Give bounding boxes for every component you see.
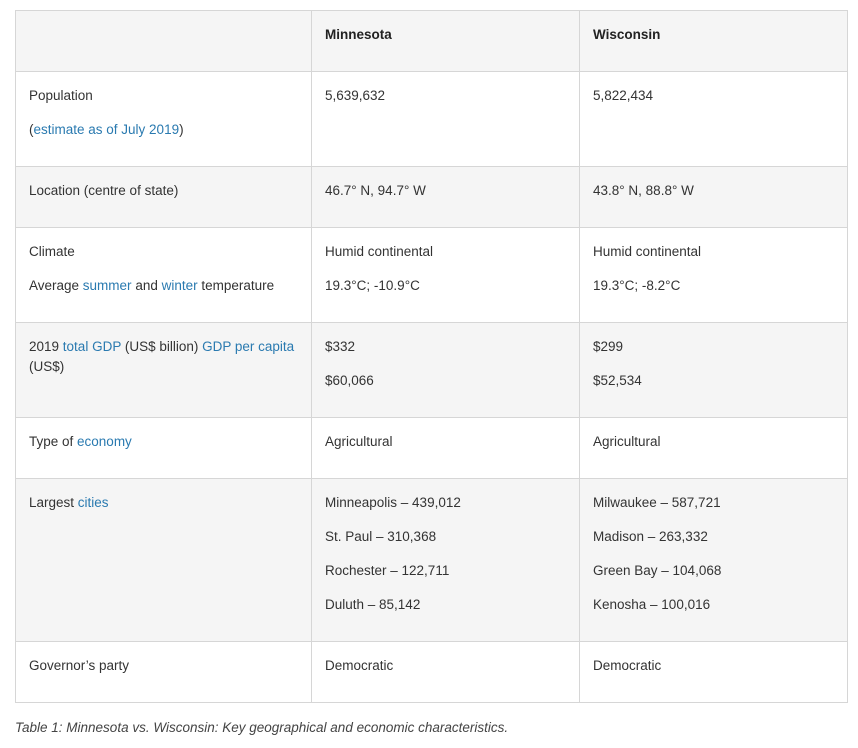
cell-wisconsin-climate: Humid continental 19.3°C; -8.2°C	[580, 228, 848, 323]
table-caption: Table 1: Minnesota vs. Wisconsin: Key geographical and economic characteristics.	[15, 720, 509, 735]
list-item: Rochester – 122,711	[325, 563, 450, 578]
row-label-governor: Governor’s party	[16, 642, 312, 703]
cell-wisconsin-location: 43.8° N, 88.8° W	[580, 167, 848, 228]
header-cell-minnesota: Minnesota	[312, 11, 580, 72]
table-row-location	[16, 167, 848, 228]
table-row-gdp	[16, 323, 848, 418]
cell-minnesota-climate: Humid continental 19.3°C; -10.9°C	[312, 228, 580, 323]
comparison-table-wrapper	[15, 10, 847, 703]
comparison-table	[15, 10, 848, 703]
total-gdp-link[interactable]: total GDP	[62, 339, 122, 354]
list-item: Minneapolis – 439,012	[325, 495, 461, 510]
gdp-per-capita-link[interactable]: GDP per capita	[202, 339, 295, 354]
table-row-climate	[16, 228, 848, 323]
row-label-economy: Type of economy	[16, 418, 312, 479]
winter-link[interactable]: winter	[161, 278, 198, 293]
cell-minnesota-cities	[312, 479, 580, 642]
cell-minnesota-population: 5,639,632	[312, 72, 580, 167]
header-cell-empty	[16, 11, 312, 72]
list-item: Kenosha – 100,016	[593, 597, 711, 612]
cell-minnesota-location: 46.7° N, 94.7° W	[312, 167, 580, 228]
cell-wisconsin-economy: Agricultural	[580, 418, 848, 479]
table-header-row	[16, 11, 848, 72]
cell-wisconsin-governor: Democratic	[580, 642, 848, 703]
list-item: St. Paul – 310,368	[325, 529, 437, 544]
climate-note: Average summer and winter temperature	[29, 278, 275, 293]
cell-minnesota-gdp: $332 $60,066	[312, 323, 580, 418]
row-label-climate: Climate Average summer and winter temperature	[16, 228, 312, 323]
cell-minnesota-economy: Agricultural	[312, 418, 580, 479]
cities-link[interactable]: cities	[77, 495, 109, 510]
list-item: Madison – 263,332	[593, 529, 708, 544]
row-label-location: Location (centre of state)	[16, 167, 312, 228]
economy-link[interactable]: economy	[77, 434, 132, 449]
estimate-link[interactable]: estimate as of July 2019	[33, 122, 180, 137]
table-row-governor	[16, 642, 848, 703]
cell-wisconsin-cities	[580, 479, 848, 642]
row-label-gdp: 2019 total GDP (US$ billion) GDP per capita (US$)	[16, 323, 312, 418]
table-row-population	[16, 72, 848, 167]
population-note: (estimate as of July 2019)	[29, 122, 184, 137]
list-item: Milwaukee – 587,721	[593, 495, 721, 510]
cell-wisconsin-gdp: $299 $52,534	[580, 323, 848, 418]
list-item: Duluth – 85,142	[325, 597, 421, 612]
table-row-economy	[16, 418, 848, 479]
summer-link[interactable]: summer	[82, 278, 132, 293]
row-label-cities: Largest cities	[16, 479, 312, 642]
header-cell-wisconsin: Wisconsin	[580, 11, 848, 72]
cell-minnesota-governor: Democratic	[312, 642, 580, 703]
table-row-cities	[16, 479, 848, 642]
row-label-population: Population (estimate as of July 2019)	[16, 72, 312, 167]
list-item: Green Bay – 104,068	[593, 563, 722, 578]
cell-wisconsin-population: 5,822,434	[580, 72, 848, 167]
